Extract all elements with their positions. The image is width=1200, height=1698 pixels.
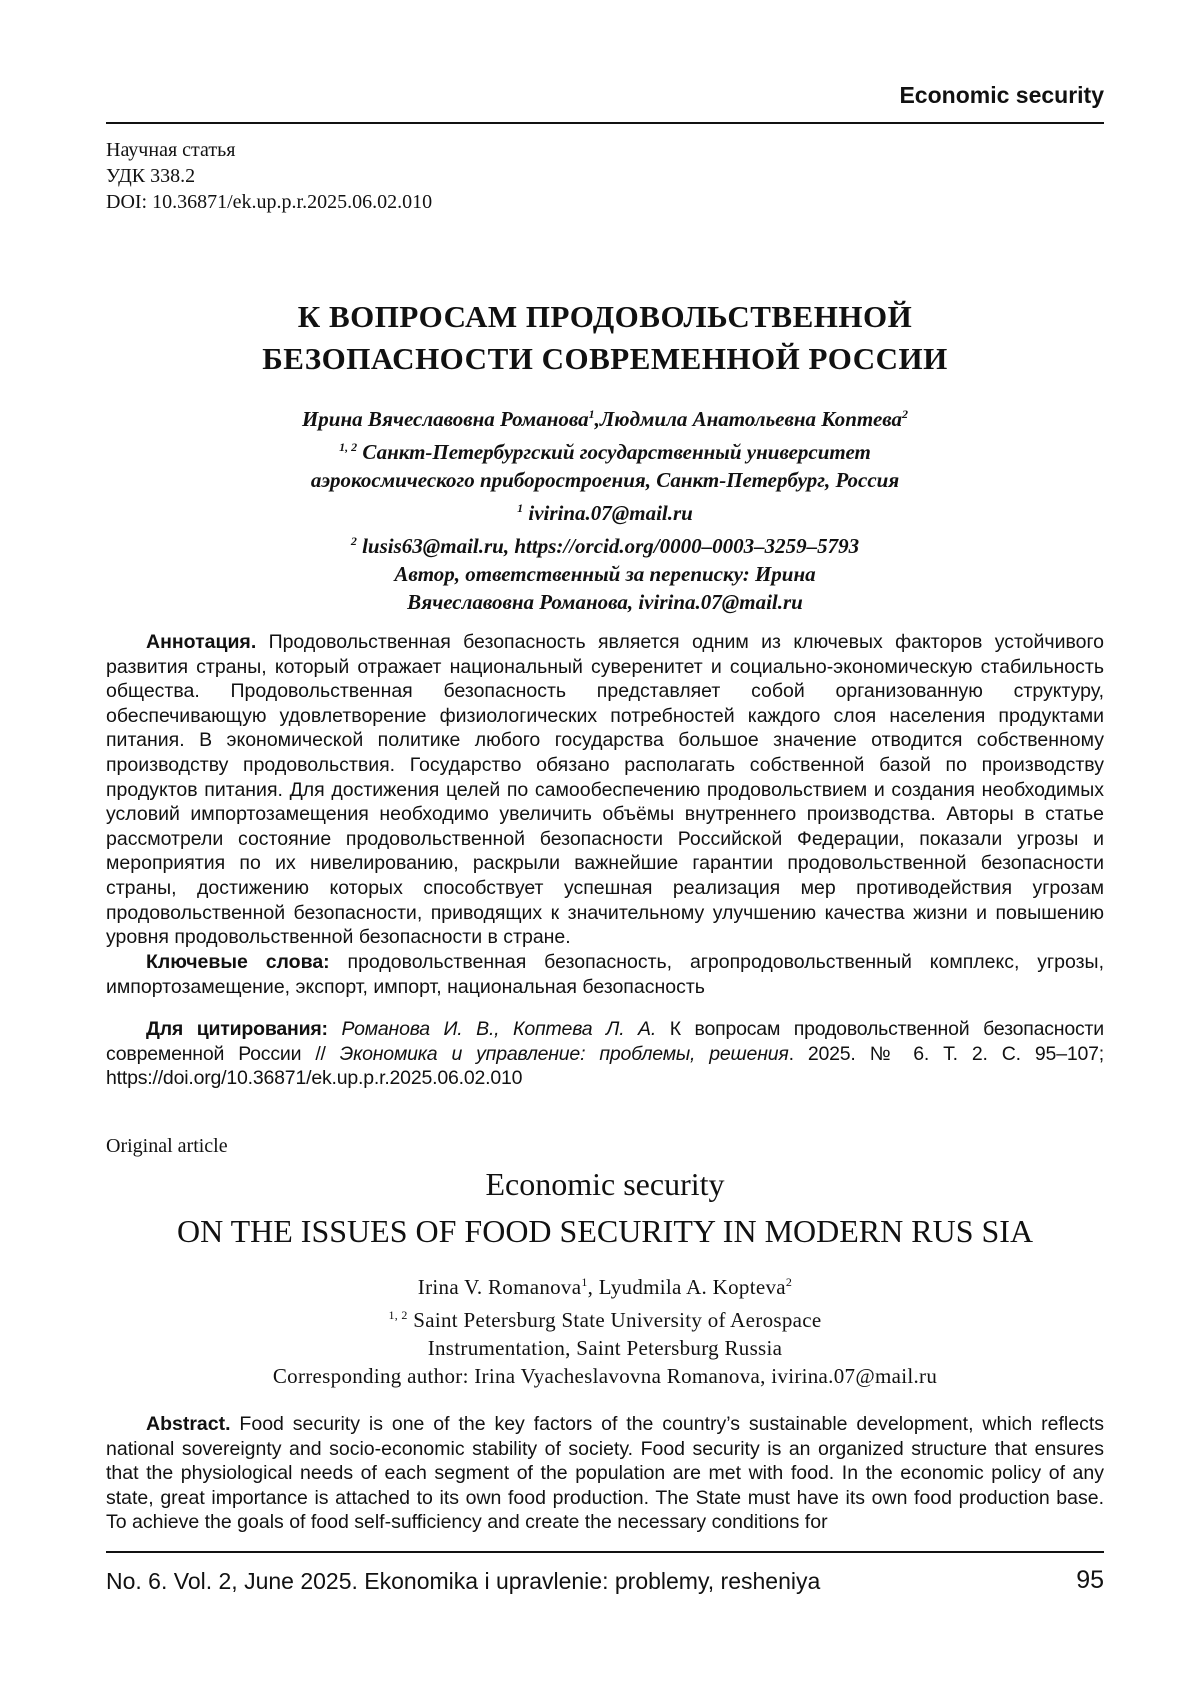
article-meta (106, 137, 432, 215)
ru-affiliation-line-2: аэрокосмического приборостроения, Санкт-Петербург, Россия (106, 466, 1104, 494)
page-number: 95 (1076, 1566, 1104, 1595)
ru-title (106, 296, 1104, 380)
en-article-type: Original article (106, 1135, 228, 1158)
en-abstract-label: Abstract. (146, 1413, 231, 1435)
udc-code: УДК 338.2 (106, 163, 432, 189)
ru-citation-authors: Романова И. В., Коптева Л. А. (328, 1018, 656, 1040)
en-abstract (106, 1412, 1104, 1535)
en-affiliation-line-1: 1, 2 Saint Petersburg State University of Aerospace (106, 1301, 1104, 1334)
running-header-section: Economic security (106, 82, 1104, 109)
footer-journal: No. 6. Vol. 2, June 2025. Ekonomika i upravlenie: problemy, resheniya (106, 1568, 820, 1595)
ru-author-1: Ирина Вячеславовна Романова (302, 407, 589, 431)
ru-corresponding-line-1: Автор, ответственный за переписку: Ирина (106, 560, 1104, 588)
ru-author-2: Людмила Анатольевна Коптева (600, 407, 902, 431)
ru-abstract-text: Продовольственная безопасность является одним из ключевых факторов устойчивого развития страны, который отражает национальный суверенитет и социально-экономическую стабильность общества. Продовольственная безопасность представляет собой организованную структуру, обеспечивающую удовлетворение физиологических потребностей каждого слоя населения продуктами питания. В экономической политике любого государства большое значение отводится собственному производству продовольствия. Государство обязано располагать собственной базой по производству продуктов питания. Для достижения целей по самообеспечению продовольствием и создания необходимых условий импортозамещения необходимо увеличить объёмы внутреннего производства. Авторы в статье рассмотрели состояние продовольственной безопасности Российской Федерации, показали угрозы и мероприятия по их нивелированию, раскрыли важнейшие гарантии продовольственной безопасности страны, достижению которых способствует успешная реализация мер противодействия угрозам продовольственной безопасности, приводящих к значительному улучшению качества жизни и повышению уровня продовольственной безопасности в стране. (106, 631, 1104, 948)
ru-keywords (106, 950, 1104, 999)
ru-title-line-1: К ВОПРОСАМ ПРОДОВОЛЬСТВЕННОЙ (106, 296, 1104, 338)
ru-keywords-label: Ключевые слова: (146, 951, 330, 973)
en-corresponding-author: Corresponding author: Irina Vyacheslavovna Romanova, ivirina.07@mail.ru (106, 1362, 1104, 1390)
en-affiliation-line-2: Instrumentation, Saint Petersburg Russia (106, 1334, 1104, 1362)
ru-authors-line: Ирина Вячеславовна Романова1,Людмила Анатольевна Коптева2 (106, 400, 1104, 433)
en-abstract-text: Food security is one of the key factors of the country’s sustainable development, which reflects national sovereignty and socio-economic stability of society. Food security is an organized structure that ensures that the physiological needs of each segment of the population are met with food. In the economic policy of any state, great importance is attached to its own food production. The State must have its own food production base. To achieve the goals of food self-sufficiency and create the necessary conditions for (106, 1413, 1104, 1533)
article-type-ru: Научная статья (106, 137, 432, 163)
en-section-title: Economic security (106, 1163, 1104, 1205)
ru-citation-label: Для цитирования: (146, 1018, 328, 1040)
en-author-2: Lyudmila A. Kopteva (599, 1275, 786, 1299)
ru-abstract-label: Аннотация. (146, 631, 256, 653)
ru-affiliation-line-1: 1, 2 Санкт-Петербургский государственный университет (106, 433, 1104, 466)
footer-rule (106, 1551, 1104, 1553)
ru-citation-journal: Экономика и управление: проблемы, решения (340, 1043, 789, 1065)
ru-corresponding-line-2: Вячеславовна Романова, ivirina.07@mail.ru (106, 588, 1104, 616)
header-rule (106, 122, 1104, 124)
ru-citation: Для цитирования: Романова И. В., Коптева Л. А. К вопросам продовольственной безопасности современной России // Экономика и управление: проблемы, решения. 2025. № 6. Т. 2. С. 95–107; https://doi.org/10.36871/ek.up.p.r.2025.06.02.010 (106, 1017, 1104, 1091)
en-authors-line: Irina V. Romanova1, Lyudmila A. Kopteva2 (106, 1268, 1104, 1301)
ru-email-1[interactable]: 1 ivirina.07@mail.ru (106, 494, 1104, 527)
ru-abstract (106, 630, 1104, 950)
ru-email-2[interactable]: 2 lusis63@mail.ru, https://orcid.org/0000–0003–3259–5793 (106, 527, 1104, 560)
en-title: ON THE ISSUES OF FOOD SECURITY IN MODERN RUS SIA (106, 1210, 1104, 1252)
ru-keywords-text: продовольственная безопасность, агропродовольственный комплекс, угрозы, импортозамещение, экспорт, импорт, национальная безопасность (106, 951, 1104, 998)
doi[interactable]: DOI: 10.36871/ek.up.p.r.2025.06.02.010 (106, 189, 432, 215)
ru-authors-block (106, 400, 1104, 616)
en-author-1: Irina V. Romanova (418, 1275, 582, 1299)
en-authors-block (106, 1268, 1104, 1390)
ru-title-line-2: БЕЗОПАСНОСТИ СОВРЕМЕННОЙ РОССИИ (106, 338, 1104, 380)
